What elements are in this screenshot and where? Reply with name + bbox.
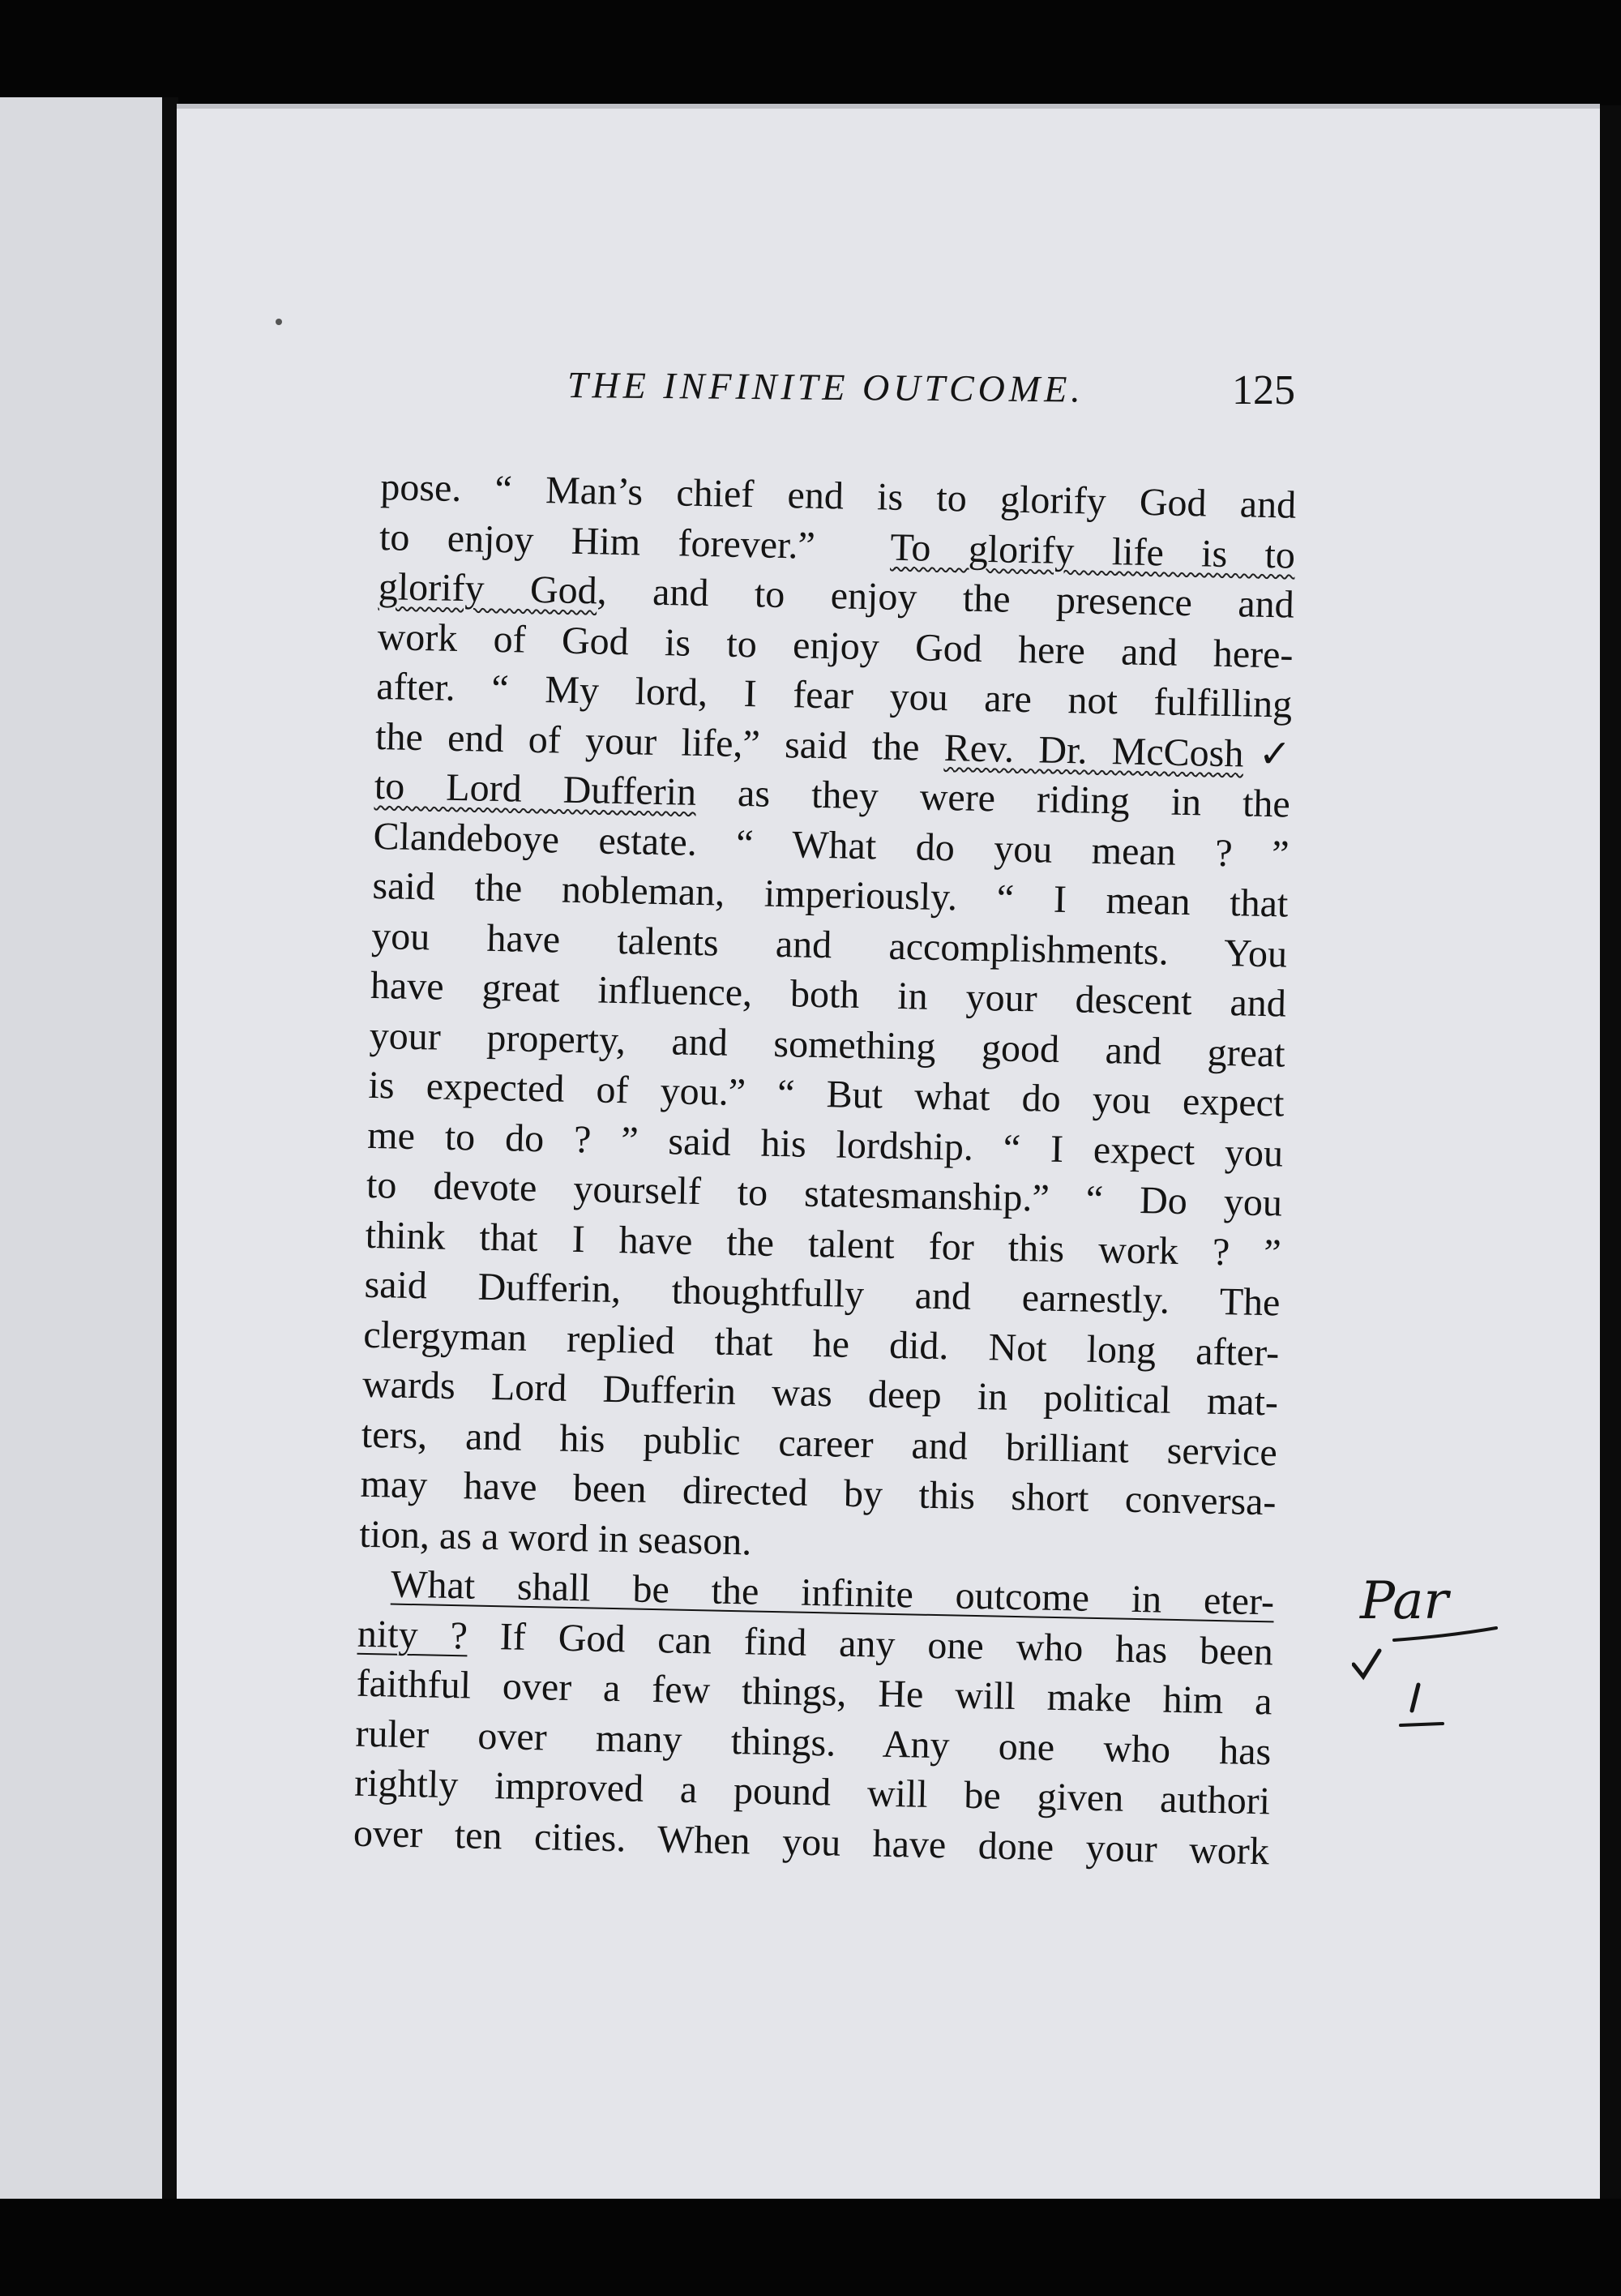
scan-border-top xyxy=(0,0,1621,105)
margin-note-text: Par xyxy=(1360,1571,1448,1631)
text-line: have great influence, both in your descent and xyxy=(370,963,1287,1026)
text-line: ruler over many things. Any one who has xyxy=(354,1711,1272,1773)
text-line: ters, and his public career and brilliant service xyxy=(361,1412,1278,1474)
text-line: may have been directed by this short conversa- xyxy=(360,1462,1277,1524)
text-line: faithful over a few things, He will make him a xyxy=(356,1661,1273,1724)
text-line: tion, as a word in season. xyxy=(358,1512,752,1563)
text-line: said the nobleman, imperiously. “ I mean that xyxy=(371,863,1289,926)
page-number: 125 xyxy=(1232,367,1295,413)
text-line: work of God is to enjoy God here and here- xyxy=(377,615,1294,677)
facing-page-edge xyxy=(0,97,162,2238)
text-line: think that I have the talent for this work ? ” xyxy=(365,1213,1282,1274)
handwritten-margin-note xyxy=(1352,1555,1514,1741)
underlined-phrase: Rev. Dr. McCosh xyxy=(943,726,1244,775)
text-line: Clandeboye estate. “ What do you mean ? ” xyxy=(373,814,1290,876)
underlined-phrase: to Lord Dufferin xyxy=(374,764,697,814)
text-line: your property, and something good and great xyxy=(369,1013,1286,1076)
text-line: clergyman replied that he did. Not long after- xyxy=(362,1313,1280,1374)
page-header xyxy=(567,357,1297,413)
text-line: to Lord Dufferin as they were riding in the xyxy=(374,764,1291,826)
text-line: pose. “ Man’s chief end is to glorify God and xyxy=(379,465,1297,527)
text-line: over ten cities. When you have done your work xyxy=(353,1811,1270,1873)
scan-border-bottom xyxy=(0,2199,1621,2296)
underlined-phrase: glorify God xyxy=(378,564,598,613)
text-line: rightly improved a pound will be given authori xyxy=(353,1761,1271,1823)
book-gutter xyxy=(162,97,178,2238)
running-head: THE INFINITE OUTCOME. xyxy=(567,364,1085,410)
text-line: you have talents and accomplishments. You xyxy=(370,914,1288,976)
text-line: me to do ? ” said his lordship. “ I expect you xyxy=(366,1113,1284,1176)
stray-mark xyxy=(276,319,282,325)
text-line: nity ? If God can find any one who has been xyxy=(357,1612,1274,1673)
underlined-phrase: To glorify life is to xyxy=(890,525,1296,577)
text-line: the end of your life,” said the Rev. Dr. McCosh✓ xyxy=(374,714,1292,777)
check-mark: ✓ xyxy=(1242,731,1292,777)
text-line: wards Lord Dufferin was deep in political mat- xyxy=(361,1362,1279,1424)
underlined-phrase: nity ? xyxy=(357,1612,468,1657)
text-line: is expected of you.” “ But what do you expect xyxy=(368,1063,1285,1125)
text-line: said Dufferin, thoughtfully and earnestly. The xyxy=(364,1262,1281,1325)
underlined-phrase: What shall be the infinite outcome in eter- xyxy=(390,1562,1275,1624)
text-line: to enjoy Him forever.” To glorify life is to xyxy=(379,515,1296,577)
text-line: glorify God, and to enjoy the presence and xyxy=(378,564,1295,627)
body-text xyxy=(353,462,1296,1876)
text-line: to devote yourself to statesmanship.” “ Do you xyxy=(366,1163,1283,1225)
text-line: after. “ My lord, I fear you are not fulfilling xyxy=(375,664,1293,726)
